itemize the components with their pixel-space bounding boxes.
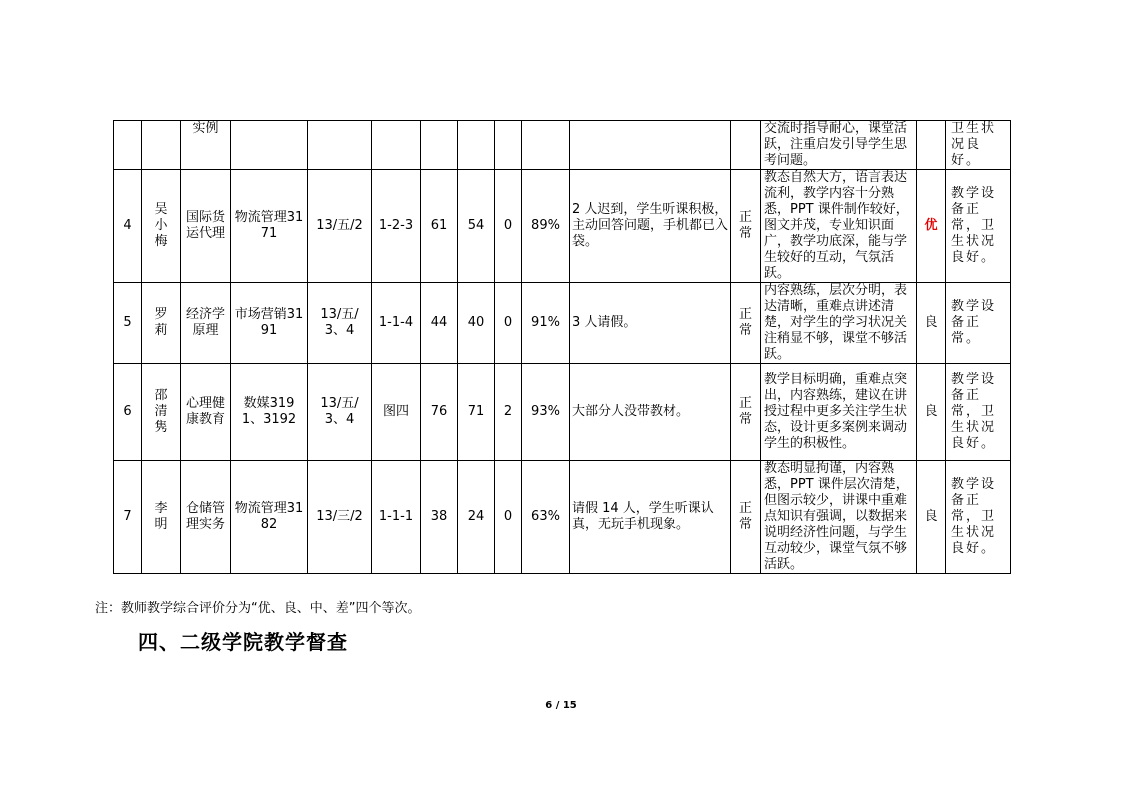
cell-comment: 交流时指导耐心，课堂活跃，注重启发引导学生思考问题。 <box>761 121 917 170</box>
cell-n2: 71 <box>458 364 495 461</box>
cell-n1: 76 <box>421 364 458 461</box>
cell-remark: 2 人迟到，学生听课积极，主动回答问题，手机都已入袋。 <box>570 170 731 283</box>
cell-n3: 0 <box>495 283 522 364</box>
cell-location <box>372 121 421 170</box>
cell-week: 13/五/3、4 <box>308 283 372 364</box>
cell-n2 <box>458 121 495 170</box>
table-row <box>114 283 1011 364</box>
cell-n2: 40 <box>458 283 495 364</box>
cell-n2: 24 <box>458 461 495 574</box>
cell-teacher <box>142 121 181 170</box>
cell-comment: 教态明显拘谨，内容熟悉，PPT 课件层次清楚，但图示较少，讲课中重难点知识有强调，以数据来说明经济性问题，与学生互动较少，课堂气氛不够活跃。 <box>761 461 917 574</box>
cell-n2: 54 <box>458 170 495 283</box>
cell-grade: 良 <box>917 461 946 574</box>
cell-remark: 请假 14 人，学生听课认真，无玩手机现象。 <box>570 461 731 574</box>
cell-no: 6 <box>114 364 142 461</box>
cell-week: 13/五/3、4 <box>308 364 372 461</box>
cell-environment: 教学设备正常。 <box>946 283 1011 364</box>
cell-week: 13/五/2 <box>308 170 372 283</box>
cell-environment: 教学设备正常，卫生状况良好。 <box>946 364 1011 461</box>
cell-rate <box>522 121 570 170</box>
grading-note: 注：教师教学综合评价分为“优、良、中、差”四个等次。 <box>95 601 421 616</box>
table-row <box>114 364 1011 461</box>
cell-course: 国际货运代理 <box>181 170 231 283</box>
cell-n3: 2 <box>495 364 522 461</box>
cell-status: 正常 <box>731 364 761 461</box>
table-row <box>114 461 1011 574</box>
section-heading: 四、二级学院教学督查 <box>138 630 348 654</box>
cell-location: 图四 <box>372 364 421 461</box>
cell-week: 13/三/2 <box>308 461 372 574</box>
cell-remark: 3 人请假。 <box>570 283 731 364</box>
cell-grade <box>917 170 946 283</box>
cell-location: 1-1-1 <box>372 461 421 574</box>
cell-environment: 卫生状况良好。 <box>946 121 1011 170</box>
cell-n3: 0 <box>495 170 522 283</box>
cell-status: 正常 <box>731 283 761 364</box>
cell-rate: 89% <box>522 170 570 283</box>
cell-n1: 61 <box>421 170 458 283</box>
inspection-table <box>113 120 1011 574</box>
cell-week <box>308 121 372 170</box>
cell-grade: 良 <box>917 283 946 364</box>
cell-rate: 63% <box>522 461 570 574</box>
cell-teacher: 李明 <box>142 461 181 574</box>
cell-n1: 44 <box>421 283 458 364</box>
cell-course: 实例 <box>181 121 231 170</box>
cell-course: 经济学原理 <box>181 283 231 364</box>
cell-status <box>731 121 761 170</box>
cell-class: 数媒3191、3192 <box>231 364 308 461</box>
cell-location: 1-1-4 <box>372 283 421 364</box>
cell-no <box>114 121 142 170</box>
cell-teacher: 吴小梅 <box>142 170 181 283</box>
cell-n3: 0 <box>495 461 522 574</box>
table-row <box>114 121 1011 170</box>
cell-course: 仓储管理实务 <box>181 461 231 574</box>
cell-n3 <box>495 121 522 170</box>
cell-class: 物流管理3171 <box>231 170 308 283</box>
cell-n1 <box>421 121 458 170</box>
grade-excellent-label: 优 <box>924 218 938 233</box>
cell-class: 市场营销3191 <box>231 283 308 364</box>
cell-no: 5 <box>114 283 142 364</box>
cell-rate: 91% <box>522 283 570 364</box>
cell-teacher: 邵清隽 <box>142 364 181 461</box>
cell-class: 物流管理3182 <box>231 461 308 574</box>
cell-status: 正常 <box>731 461 761 574</box>
cell-course: 心理健康教育 <box>181 364 231 461</box>
cell-comment: 教态自然大方，语言表达流利，教学内容十分熟悉，PPT 课件制作较好，图文并茂，专业知识面广，教学功底深，能与学生较好的互动，气氛活跃。 <box>761 170 917 283</box>
cell-environment: 教学设备正常，卫生状况良好。 <box>946 461 1011 574</box>
cell-comment: 教学目标明确，重难点突出，内容熟练，建议在讲授过程中更多关注学生状态，设计更多案例来调动学生的积极性。 <box>761 364 917 461</box>
cell-environment: 教学设备正常，卫生状况良好。 <box>946 170 1011 283</box>
cell-no: 4 <box>114 170 142 283</box>
cell-location: 1-2-3 <box>372 170 421 283</box>
cell-n1: 38 <box>421 461 458 574</box>
cell-class <box>231 121 308 170</box>
cell-remark: 大部分人没带教材。 <box>570 364 731 461</box>
cell-comment: 内容熟练，层次分明，表达清晰，重难点讲述清楚，对学生的学习状况关注稍显不够，课堂不够活跃。 <box>761 283 917 364</box>
table-row <box>114 170 1011 283</box>
cell-status: 正常 <box>731 170 761 283</box>
cell-remark <box>570 121 731 170</box>
cell-rate: 93% <box>522 364 570 461</box>
cell-no: 7 <box>114 461 142 574</box>
page-number: 6 / 15 <box>545 700 577 711</box>
cell-grade: 良 <box>917 364 946 461</box>
cell-grade <box>917 121 946 170</box>
cell-teacher: 罗莉 <box>142 283 181 364</box>
